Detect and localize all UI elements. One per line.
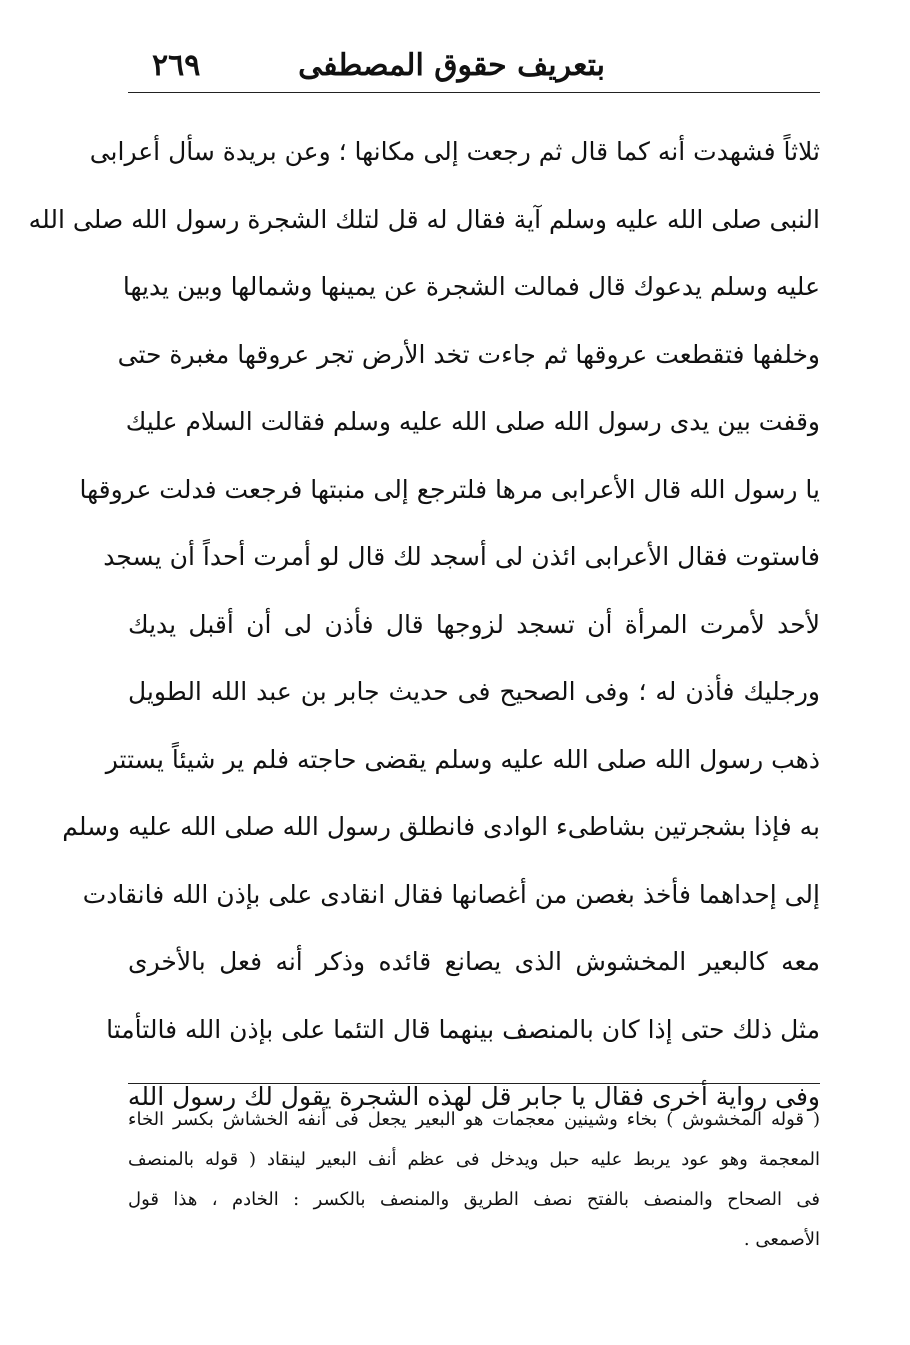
page-header [130,42,820,92]
running-title: بتعريف حقوق المصطفى [298,48,605,83]
text-line: معه كالبعير المخشوش الذى يصانع قائده وذكر أنه فعل بالأخرى [128,947,820,976]
text-line: إلى إحداهما فأخذ بغصن من أغصانها فقال انقادى على بإذن الله فانقادت [82,879,820,909]
text-line: ثلاثاً فشهدت أنه كما قال ثم رجعت إلى مكانها ؛ وعن بريدة سأل أعرابى [89,137,820,166]
header-divider [128,92,820,93]
text-line: فاستوت فقال الأعرابى ائذن لى أسجد لك قال لو أمرت أحداً أن يسجد [103,542,820,571]
text-line: وفى رواية أخرى فقال يا جابر قل لهذه الشجرة يقول لك رسول الله [127,1082,820,1111]
footnote-line: المعجمة وهو عود يربط عليه حبل ويدخل فى عظم أنف البعير لينقاد ( قوله بالمنصف [128,1149,820,1170]
footnotes [128,1100,820,1260]
page-number: ٢٦٩ [152,48,201,83]
text-line: النبى صلى الله عليه وسلم آية فقال له قل لتلك الشجرة رسول الله صلى الله [28,204,820,234]
footnote-line: فى الصحاح والمنصف بالفتح نصف الطريق والمنصف بالكسر : الخادم ، هذا قول [128,1189,820,1210]
text-line: وقفت بين يدى رسول الله صلى الله عليه وسلم فقالت السلام عليك [125,407,820,436]
footnote-line: الأصمعى . [743,1229,820,1250]
text-line: ورجليك فأذن له ؛ وفى الصحيح فى حديث جابر بن عبد الله الطويل [128,677,820,706]
main-text [28,118,820,1131]
text-line: يا رسول الله قال الأعرابى مرها فلترجع إلى منبتها فرجعت فدلت عروقها [79,474,820,504]
text-line: به فإذا بشجرتين بشاطىء الوادى فانطلق رسول الله صلى الله عليه وسلم [62,812,820,841]
footnote-divider [128,1083,820,1084]
footnote-line: ( قوله المخشوش ) بخاء وشينين معجمات هو البعير يجعل فى أنفه الخشاش بكسر الخاء [128,1109,820,1130]
text-line: لأحد لأمرت المرأة أن تسجد لزوجها قال فأذن لى أن أقبل يديك [128,609,820,639]
text-line: عليه وسلم يدعوك قال فمالت الشجرة عن يمينها وشمالها وبين يديها [122,272,820,301]
text-line: مثل ذلك حتى إذا كان بالمنصف بينهما قال التئما على بإذن الله فالتأمتا [106,1014,820,1044]
text-line: ذهب رسول الله صلى الله عليه وسلم يقضى حاجته فلم ير شيئاً يستتر [105,744,820,774]
text-line: وخلفها فتقطعت عروقها ثم جاءت تخد الأرض تجر عروقها مغبرة حتى [117,339,820,369]
